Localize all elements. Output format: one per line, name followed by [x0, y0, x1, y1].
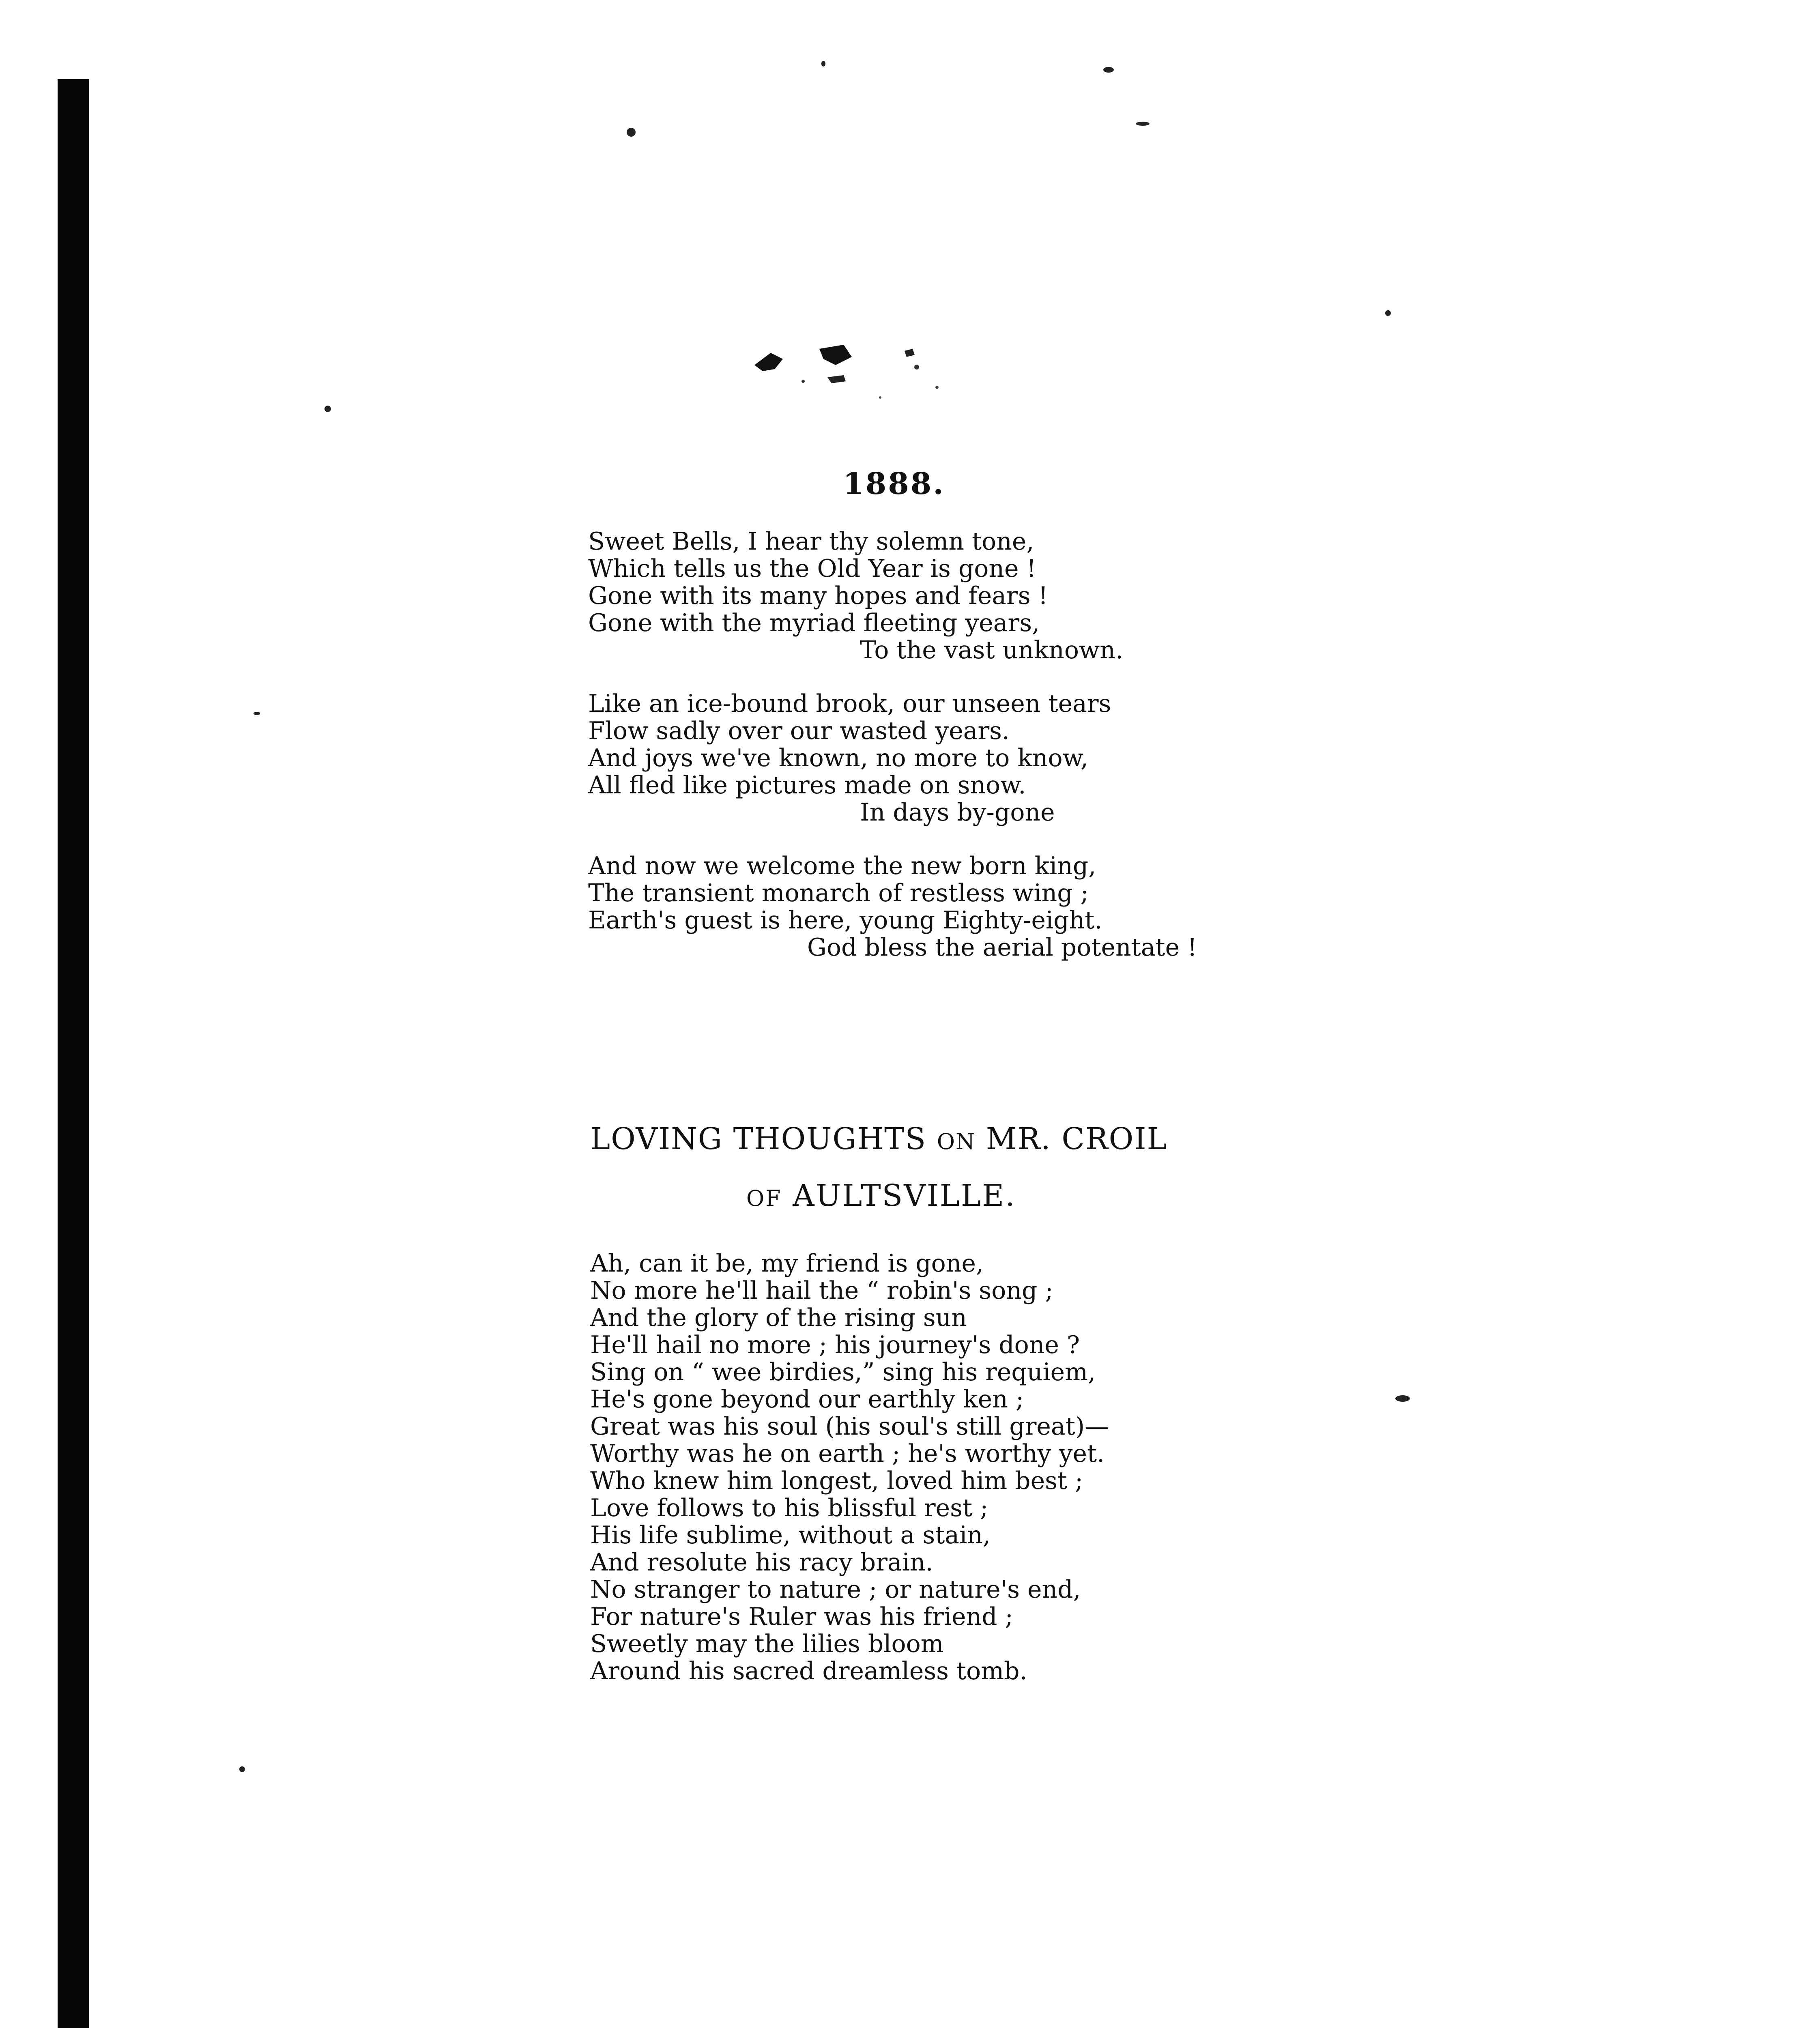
poem-1888-title: 1888.: [843, 466, 945, 501]
poem-line: And resolute his racy brain.: [590, 1548, 933, 1577]
scan-speck: [821, 61, 825, 67]
scan-speck: [1136, 122, 1150, 126]
poem-line: Flow sadly over our wasted years.: [588, 717, 1010, 745]
scan-speck: [1395, 1395, 1410, 1402]
printer-ornament-icon: [746, 320, 973, 410]
poem-line: Sweet Bells, I hear thy solemn tone,: [588, 527, 1034, 556]
poem-croil-title-line-1: [590, 1121, 1168, 1156]
poem-line: Which tells us the Old Year is gone !: [588, 554, 1036, 583]
poem-line: And now we welcome the new born king,: [588, 852, 1096, 880]
poem-line: Who knew him longest, loved him best ;: [590, 1467, 1083, 1495]
poem-line: Around his sacred dreamless tomb.: [590, 1657, 1027, 1685]
poem-line: And joys we've known, no more to know,: [588, 744, 1088, 772]
scan-speck: [1385, 310, 1391, 316]
scan-speck: [324, 406, 331, 412]
poem-line: Gone with its many hopes and fears !: [588, 582, 1048, 610]
poem-line: All fled like pictures made on snow.: [588, 771, 1026, 799]
poem-line: Worthy was he on earth ; he's worthy yet.: [590, 1439, 1105, 1468]
poem-line: Gone with the myriad fleeting years,: [588, 609, 1040, 637]
scan-speck: [1103, 67, 1114, 73]
poem-line: He's gone beyond our earthly ken ;: [590, 1385, 1024, 1414]
poem-croil-title-part: MR. CROIL: [986, 1121, 1168, 1156]
poem-line: No more he'll hail the “ robin's song ;: [590, 1276, 1053, 1305]
poem-line: He'll hail no more ; his journey's done ?: [590, 1331, 1080, 1359]
poem-line: Great was his soul (his soul's still great)—: [590, 1412, 1109, 1441]
poem-line: For nature's Ruler was his friend ;: [590, 1603, 1013, 1631]
scan-speck: [254, 712, 260, 715]
poem-croil-title-part: AULTSVILLE.: [793, 1178, 1016, 1213]
poem-line: God bless the aerial potentate !: [807, 933, 1197, 962]
poem-croil-title-part: ON: [937, 1129, 976, 1154]
poem-croil-title-part: OF: [746, 1186, 782, 1211]
poem-croil-title-line-2: [746, 1178, 1016, 1213]
poem-line: His life sublime, without a stain,: [590, 1521, 991, 1549]
poem-line: In days by-gone: [860, 798, 1055, 827]
scan-speck: [627, 128, 636, 137]
scan-speck: [239, 1766, 245, 1772]
poem-line: To the vast unknown.: [860, 636, 1124, 664]
poem-line: Like an ice-bound brook, our unseen tears: [588, 690, 1111, 718]
poem-line: Sweetly may the lilies bloom: [590, 1630, 944, 1658]
poem-croil-title-part: LOVING THOUGHTS: [590, 1121, 927, 1156]
poem-line: Sing on “ wee birdies,” sing his requiem,: [590, 1358, 1096, 1386]
poem-line: Ah, can it be, my friend is gone,: [590, 1249, 984, 1278]
poem-line: Love follows to his blissful rest ;: [590, 1494, 988, 1522]
poem-line: No stranger to nature ; or nature's end,: [590, 1575, 1081, 1604]
poem-line: The transient monarch of restless wing ;: [588, 879, 1089, 907]
poem-line: Earth's guest is here, young Eighty-eight.: [588, 906, 1102, 935]
poem-line: And the glory of the rising sun: [590, 1304, 967, 1332]
binding-edge-shadow: [58, 79, 89, 2028]
